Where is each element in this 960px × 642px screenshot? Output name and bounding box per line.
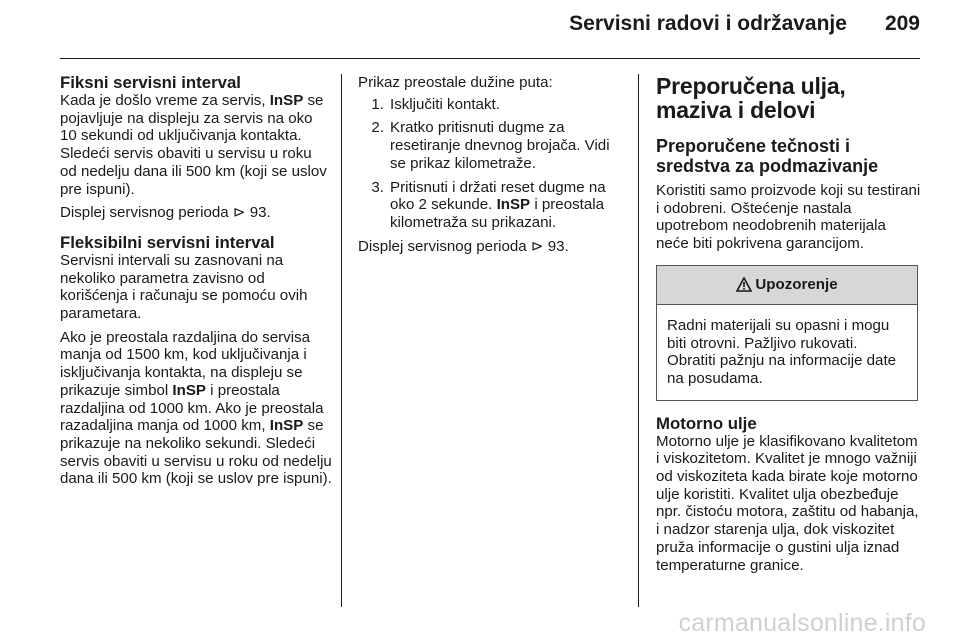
steps-list — [358, 96, 626, 232]
text: Kada je došlo vreme za servis, — [60, 92, 270, 109]
paragraph — [60, 92, 332, 198]
list-item — [358, 96, 626, 114]
text: Ako je preostala razdaljina do servisa manja od 1500 km, kod uključivanja i isključivanja kontakta, na displeju se prikazuje simbol — [60, 328, 311, 399]
warning-body: Radni materijali su opasni i mogu biti otrovni. Pažljivo rukovati. Obratiti pažnju na informacije date na posudama. — [667, 316, 897, 387]
text: Displej servisnog perioda — [358, 237, 531, 255]
header-title: Servisni radovi i održavanje — [569, 12, 847, 35]
step-text — [390, 179, 626, 232]
column-divider — [341, 74, 342, 607]
chapter-heading: Preporučena ulja, maziva i delovi — [656, 73, 846, 123]
warning-header — [657, 266, 917, 305]
watermark: carmanualsonline.info — [678, 609, 926, 637]
section-heading-recommended-fluids: Preporučene tečnosti i sredstva za podmazivanje — [656, 136, 879, 176]
paragraph: Koristiti samo proizvode koji su testirani i odobreni. Oštećenje nastala upotrebom neodobrenih materijala neće biti pokrivena garancijom. — [656, 182, 921, 253]
column-left — [60, 74, 332, 488]
step-number: 2. — [371, 119, 384, 137]
text: se prikazuje na nekoliko sekundi. Sledeći servis obaviti u servisu u roku od nedelju dana ili 500 km (koji se uslov pre ispuni). — [60, 417, 332, 488]
paragraph — [358, 238, 626, 256]
section-heading-flexible-interval: Fleksibilni servisni interval — [60, 232, 275, 252]
list-item — [358, 179, 626, 232]
insp-symbol: InSP — [172, 381, 206, 399]
page-reference: 93. — [547, 237, 569, 255]
column-right — [656, 74, 922, 574]
page-reference-icon: ⊳ — [530, 237, 544, 255]
warning-triangle-icon — [736, 277, 752, 292]
insp-symbol: InSP — [269, 92, 304, 109]
step-number: 3. — [371, 178, 384, 196]
step-text: Kratko pritisnuti dugme za resetiranje dnevnog brojača. Vidi se prikaz kilometraže. — [390, 119, 610, 172]
insp-symbol: InSP — [496, 196, 531, 214]
header-rule — [60, 58, 920, 59]
page-reference: 93. — [249, 204, 271, 222]
section-heading-engine-oil: Motorno ulje — [656, 413, 757, 433]
warning-title: Upozorenje — [755, 275, 838, 293]
page-reference-icon: ⊳ — [232, 204, 246, 222]
text: i preostala kilometraža su prikazani. — [390, 196, 604, 231]
paragraph — [60, 204, 332, 222]
text: Displej servisnog perioda — [60, 204, 233, 222]
paragraph: Motorno ulje je klasifikovano kvalitetom i viskozitetom. Kvalitet je mnogo važniji od viskoziteta kada birate koje motorno ulje koristiti. Kvalitet ulja obezbeđuje npr. čistoću motora, zaštitu od habanja, i nadzor starenja ulja, dok viskozitet pruža informacije o gustini ulja iznad temperaturne granice. — [656, 432, 919, 574]
column-middle — [358, 74, 626, 255]
page-header — [569, 12, 920, 36]
text: Pritisnuti i držati reset dugme na oko 2 sekunde. — [390, 178, 606, 214]
page-number: 209 — [884, 12, 920, 35]
text: se pojavljuje na displeju za servis na oko 10 sekundi od uključivanja kontakta. Sledeći servis obaviti u servisu u roku od nedelju dana ili 500 km (koji se uslov pre ispuni). — [60, 92, 327, 198]
warning-box — [656, 265, 918, 401]
insp-symbol: InSP — [269, 417, 304, 435]
step-number: 1. — [371, 95, 384, 113]
column-divider — [638, 74, 639, 607]
paragraph: Servisni intervali su zasnovani na nekoliko parametra zavisno od korišćenja i računaju se pomoću ovih parametara. — [60, 251, 308, 323]
list-item — [358, 119, 626, 172]
step-text: Isključiti kontakt. — [390, 95, 500, 113]
text: i preostala razdaljina od 1000 km. Ako je preostala razadaljina manja od 1000 km, — [60, 381, 324, 435]
paragraph: Prikaz preostale dužine puta: — [358, 74, 553, 91]
section-heading-fixed-interval: Fiksni servisni interval — [60, 73, 241, 92]
paragraph — [60, 329, 332, 488]
